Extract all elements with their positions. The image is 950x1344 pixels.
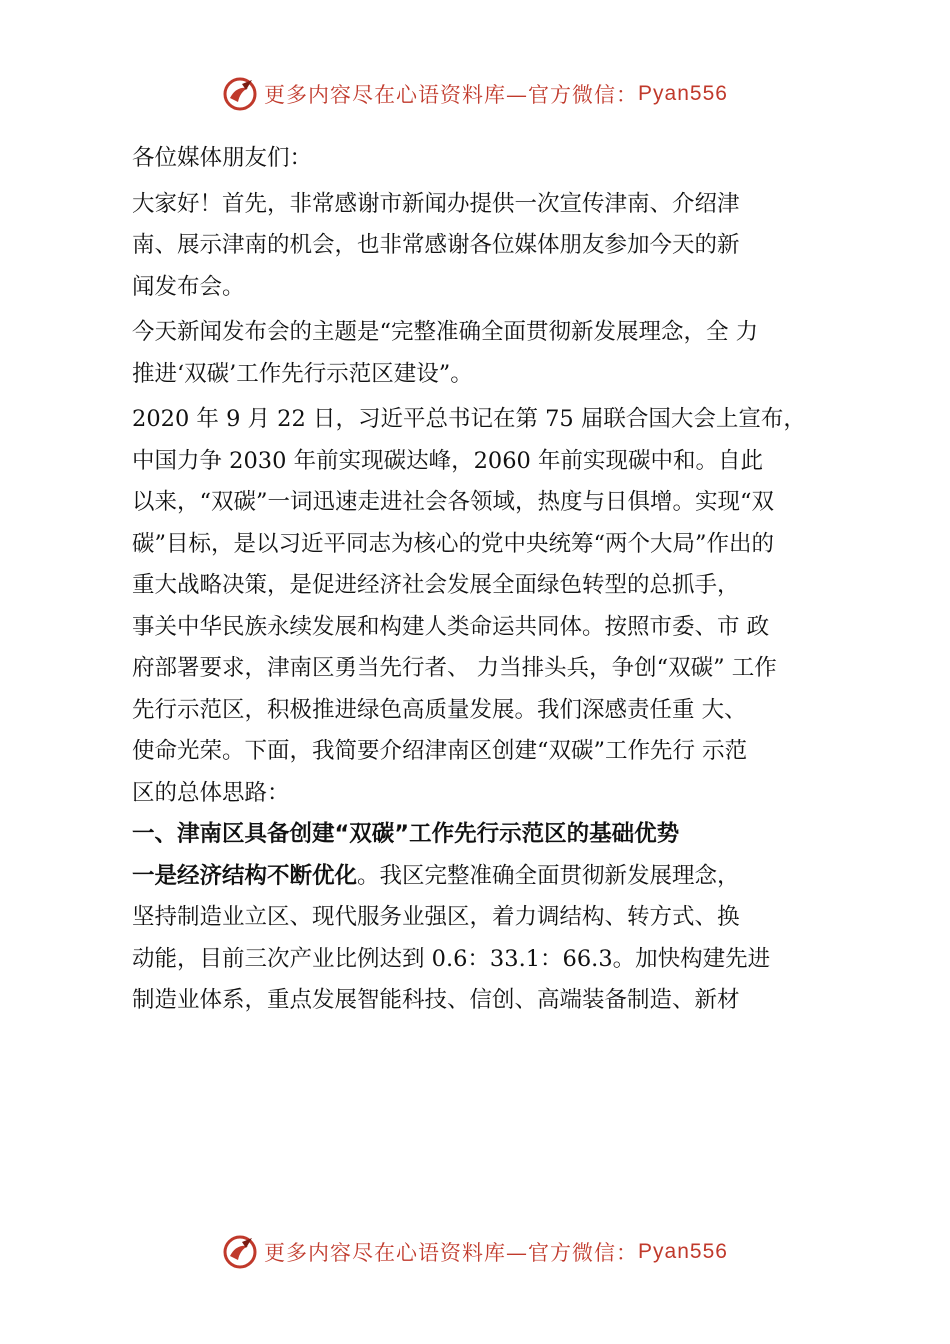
watermark-id: Pyan556 [638, 82, 728, 105]
brand-logo-icon [222, 76, 258, 112]
section-heading: 一、津南区具备创建“双碳”工作先行示范区的基础优势 [132, 821, 680, 847]
paragraph-line: 区的总体思路： [132, 779, 290, 806]
paragraph-line-first [132, 856, 832, 898]
paragraph-line: 2020 年 9 月 22 日，习近平总书记在第 75 届联合国大会上宣布， [132, 406, 806, 432]
brand-logo-icon [222, 1234, 258, 1270]
salutation: 各位媒体朋友们： [132, 145, 313, 171]
lead-rest: 。我区完整准确全面贯彻新发展理念， [357, 862, 740, 889]
paragraph-line: 以来，“双碳”一词迅速走进社会各领域，热度与日俱增。实现“双 [132, 489, 775, 515]
paragraph-line: 使命光荣。下面，我简要介绍津南区创建“双碳”工作先行 示范 [132, 738, 748, 764]
watermark-id: Pyan556 [638, 1240, 728, 1263]
paragraph-line: 中国力争 2030 年前实现碳达峰，2060 年前实现碳中和。自此 [132, 447, 763, 474]
paragraph-line: 事关中华民族永续发展和构建人类命运共同体。按照市委、市 政 [132, 613, 770, 640]
paragraph-line: 重大战略决策，是促进经济社会发展全面绿色转型的总抓手， [132, 572, 740, 598]
paragraph-line: 制造业体系，重点发展智能科技、信创、高端装备制造、新材 [132, 987, 740, 1013]
paragraph-line: 闻发布会。 [132, 273, 245, 300]
watermark-text: 更多内容尽在心语资料库—官方微信： [264, 1241, 639, 1265]
paragraph-line: 今天新闻发布会的主题是“完整准确全面贯彻新发展理念，全 力 [132, 319, 759, 345]
paragraph-line: 府部署要求，津南区勇当先行者、 力当排头兵，争创“双碳” 工作 [132, 655, 777, 681]
paragraph-line: 坚持制造业立区、现代服务业强区，着力调结构、转方式、换 [132, 904, 740, 930]
paragraph-line: 推进‘双碳’工作先行示范区建设”。 [132, 360, 473, 387]
paragraph-line: 大家好！首先，非常感谢市新闻办提供一次宣传津南、介绍津 [132, 190, 740, 217]
header-watermark [0, 72, 950, 116]
footer-watermark [0, 1230, 950, 1274]
paragraph-line: 南、展示津南的机会，也非常感谢各位媒体朋友参加今天的新 [132, 232, 740, 258]
bold-lead: 一是经济结构不断优化 [132, 862, 358, 889]
paragraph-line: 动能，目前三次产业比例达到 0.6：33.1：66.3。加快构建先进 [132, 945, 771, 972]
paragraph-line: 先行示范区，积极推进绿色高质量发展。我们深感责任重 大、 [132, 696, 747, 723]
document-body [132, 138, 832, 1022]
watermark-text: 更多内容尽在心语资料库—官方微信： [264, 83, 639, 107]
paragraph-line: 碳”目标，是以习近平同志为核心的党中央统筹“两个大局”作出的 [132, 530, 775, 557]
